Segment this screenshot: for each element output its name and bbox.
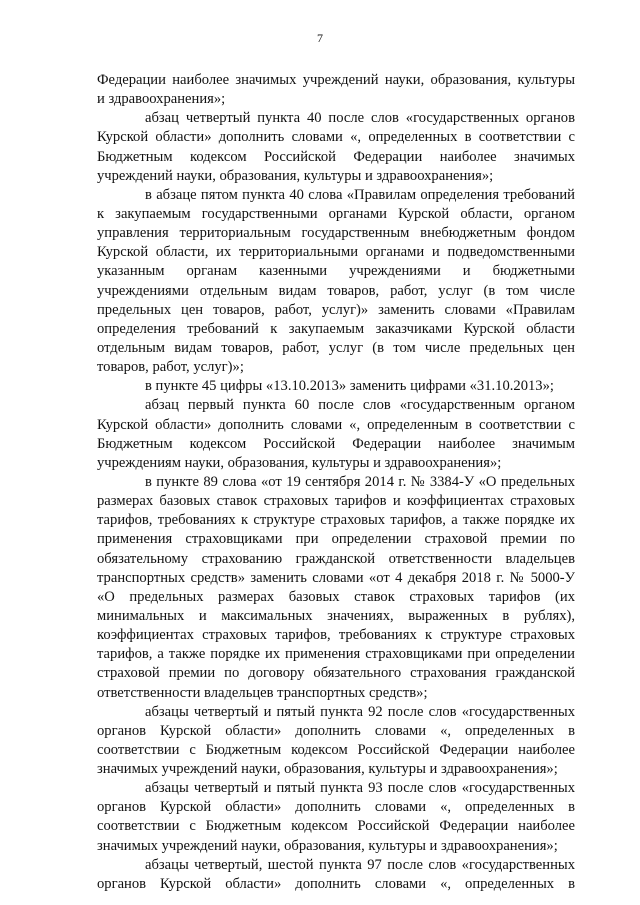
text-line: абзац первый пункта 60 после слов «государственным органом (145, 397, 575, 414)
text-line: Бюджетным кодексом Российской Федерации наиболее значимых (97, 148, 575, 165)
text-line: Бюджетным кодексом Российской Федерации наиболее значимым (97, 435, 575, 452)
text-line: соответствии с Бюджетным кодексом Российской Федерации наиболее (97, 818, 575, 835)
text-line: соответствии с Бюджетным кодексом Российской Федерации наиболее (97, 741, 575, 758)
page-number: 7 (317, 31, 323, 45)
text-line: отдельным видам товаров, работ, услуг (в том числе предельных цен (97, 339, 575, 356)
text-line: абзацы четвертый и пятый пункта 92 после слов «государственных (145, 703, 575, 720)
text-line: тарифов, требованиях к структуре страховых тарифов, а также порядке их (97, 512, 575, 529)
text-line: Курской области» дополнить словами «, определенным в соответствии с (97, 416, 575, 433)
text-line: управления территориальным государственным внебюджетным фондом (97, 225, 575, 242)
text-line: в пункте 89 слова «от 19 сентября 2014 г. № 3384-У «О предельных (145, 473, 575, 490)
text-line: указанным органам казенными учреждениями и бюджетными (97, 263, 575, 280)
text-line: органов Курской области» дополнить словами «, определенных в (97, 722, 575, 739)
text-line: минимальных и максимальных значениях, выраженных в рублях), (97, 607, 575, 624)
text-line: к закупаемым государственными органами Курской области, органом (97, 205, 575, 222)
text-line: абзацы четвертый и пятый пункта 93 после слов «государственных (145, 780, 575, 797)
document-text-body (97, 71, 575, 894)
text-line: учреждениям науки, образования, культуры и здравоохранения»; (97, 454, 502, 471)
text-line: Курской области» дополнить словами «, определенных в соответствии с (97, 129, 575, 146)
text-line: Курской области, их территориальными органами и подведомственными (97, 244, 575, 261)
text-line: тарифов, а также порядке их применения страховщиками при определении (97, 646, 575, 663)
text-line: товаров, работ, услуг)»; (97, 359, 244, 376)
text-line: значимых учреждений науки, образования, культуры и здравоохранения»; (97, 761, 558, 778)
text-line: значимых учреждений науки, образования, культуры и здравоохранения»; (97, 837, 558, 854)
text-line: ответственности владельцев транспортных средств»; (97, 684, 428, 701)
text-line: и здравоохранения»; (97, 91, 226, 108)
text-line: страховой премии по договору обязательного страхования гражданской (97, 665, 575, 682)
text-line: размерах базовых ставок страховых тарифов и коэффициентах страховых (97, 493, 575, 510)
text-line: коэффициентах страховых тарифов, требованиях к структуре страховых (97, 627, 575, 644)
text-line: органов Курской области» дополнить словами «, определенных в (97, 875, 575, 892)
text-line: абзац четвертый пункта 40 после слов «государственных органов (145, 110, 575, 127)
text-line: Федерации наиболее значимых учреждений науки, образования, культуры (97, 72, 575, 88)
text-line: в абзаце пятом пункта 40 слова «Правилам определения требований (145, 186, 575, 203)
text-line: «О предельных размерах базовых ставок страховых тарифов (их (97, 588, 575, 605)
text-line: обязательному страхованию гражданской ответственности владельцев (97, 550, 575, 567)
text-line: учреждений науки, образования, культуры и здравоохранения»; (97, 167, 494, 184)
text-line: предельных цен товаров, работ, услуг)» заменить словами «Правилам (97, 301, 575, 318)
text-line: органов Курской области» дополнить словами «, определенных в (97, 799, 575, 816)
text-line: учреждениями отдельным видам товаров, работ, услуг (в том числе (97, 282, 575, 299)
text-line: в пункте 45 цифры «13.10.2013» заменить цифрами «31.10.2013»; (145, 378, 554, 395)
text-line: определения требований к закупаемым заказчиками Курской области (97, 320, 575, 337)
text-line: применения страховщиками при определении страховой премии по (97, 531, 575, 548)
text-line: абзацы четвертый, шестой пункта 97 после слов «государственных (145, 856, 575, 873)
text-line: транспортных средств» заменить словами «от 4 декабря 2018 г. № 5000-У (97, 569, 575, 586)
